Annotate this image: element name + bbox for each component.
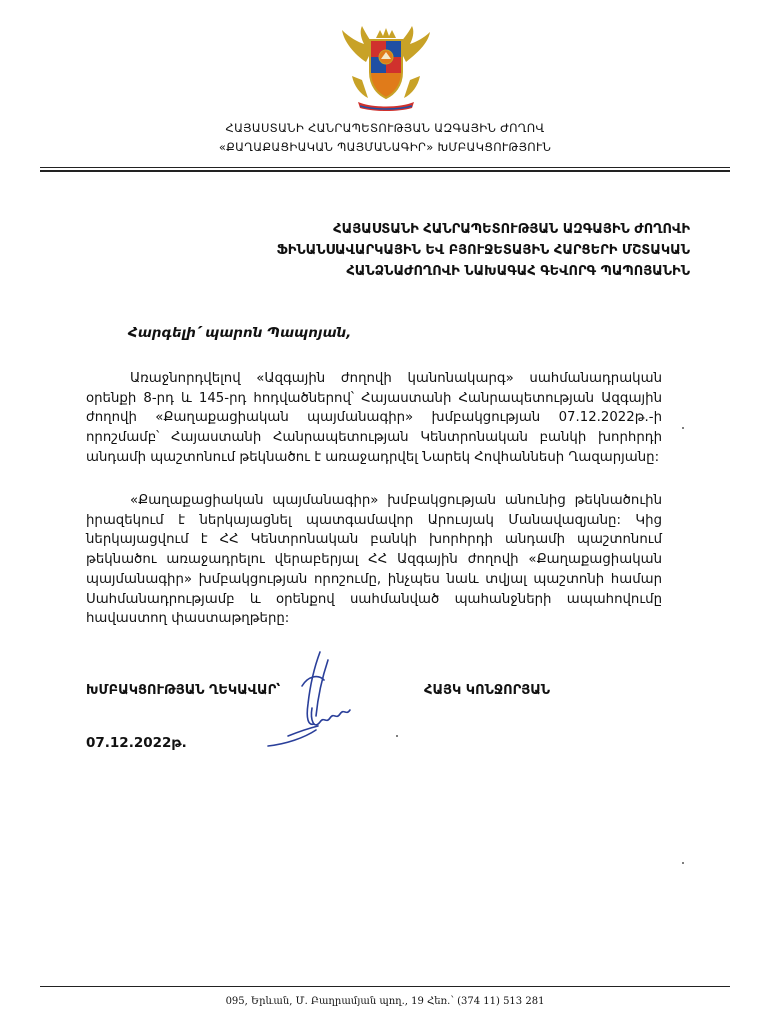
document-date: 07.12.2022թ. bbox=[86, 735, 187, 751]
faction-name: «ՔԱՂԱՔԱՑԻԱԿԱՆ ՊԱՅՄԱՆԱԳԻՐ» ԽՄԲԱԿՑՈՒԹՅՈՒՆ bbox=[218, 140, 552, 154]
signatory-name: ՀԱՅԿ ԿՈՆՋՈՐՅԱՆ bbox=[424, 683, 551, 698]
body-paragraph-2 bbox=[86, 491, 662, 629]
body-paragraph-1-text: Առաջնորդվելով «Ազգային ժողովի կանոնակարգ» սահմանադրական օրենքի 8-րդ և 145-րդ հոդվածներով՝ Հայաստանի Հանրապետության Ազգային ժողովի «Քաղաքացիական պայմանագիր» խմբակցության 07.12.2022թ.-ի որոշմամբ՝ Հայաստանի Հանրապետության Կենտրոնական բանկի խորհրդի անդամի պաշտոնում թեկնածու է առաջադրվել Նարեկ Հովհաննեսի Ղազարյանը: bbox=[86, 371, 662, 465]
body-paragraph-1 bbox=[86, 369, 662, 468]
addressee-line-1: ՀԱՅԱՍՏԱՆԻ ՀԱՆՐԱՊԵՏՈՒԹՅԱՆ ԱԶԳԱՅԻՆ ԺՈՂՈՎԻ bbox=[333, 222, 690, 237]
organization-name: ՀԱՅԱՍՏԱՆԻ ՀԱՆՐԱՊԵՏՈՒԹՅԱՆ ԱԶԳԱՅԻՆ ԺՈՂՈՎ bbox=[225, 121, 545, 135]
handwritten-signature bbox=[258, 646, 368, 766]
body-paragraph-2-text: «Քաղաքացիական պայմանագիր» խմբակցության անունից թեկնածուին իրազեկում է ներկայացնել պատգամավոր Արուսյակ Մանավազյանը: Կից ներկայացվում է ՀՀ Կենտրոնական բանկի խորհրդի անդամի պաշտոնում թեկնածու առաջադրելու վերաբերյալ ՀՀ Ազգային ժողովի «Քաղաքացիական պայմանագիր» խմբակցության որոշումը, ինչպես նաև տվյալ պաշտոնի համար Սահմանադրությամբ և օրենքով սահմանված պահանջների ապահովումը հավաստող փաստաթղթերը: bbox=[86, 493, 662, 627]
addressee-line-2: ՖԻՆԱՆՍԱՎԱՐԿԱՅԻՆ ԵՎ ԲՅՈՒՋԵՏԱՅԻՆ ՀԱՐՑԵՐԻ ՄՇՏԱԿԱՆ bbox=[276, 243, 690, 258]
signatory-position: ԽՄԲԱԿՑՈՒԹՅԱՆ ՂԵԿԱՎԱՐ՝ bbox=[86, 683, 281, 698]
footer-address: 095, Երևան, Մ. Բաղրամյան պող., 19 Հեռ.՝ (374 11) 513 281 bbox=[225, 996, 545, 1007]
footer-rule bbox=[40, 986, 730, 987]
scan-speck bbox=[396, 735, 398, 737]
scan-speck bbox=[682, 862, 684, 864]
armenia-coat-of-arms-icon bbox=[336, 24, 436, 114]
header-rule-thin bbox=[40, 167, 730, 168]
header-rule-thick bbox=[40, 170, 730, 172]
salutation: Հարգելի՛ պարոն Պապոյան, bbox=[128, 325, 352, 341]
scan-speck bbox=[682, 427, 684, 429]
addressee-line-3: ՀԱՆՁՆԱԺՈՂՈՎԻ ՆԱԽԱԳԱՀ ԳԵՎՈՐԳ ՊԱՊՈՅԱՆԻՆ bbox=[346, 264, 690, 279]
